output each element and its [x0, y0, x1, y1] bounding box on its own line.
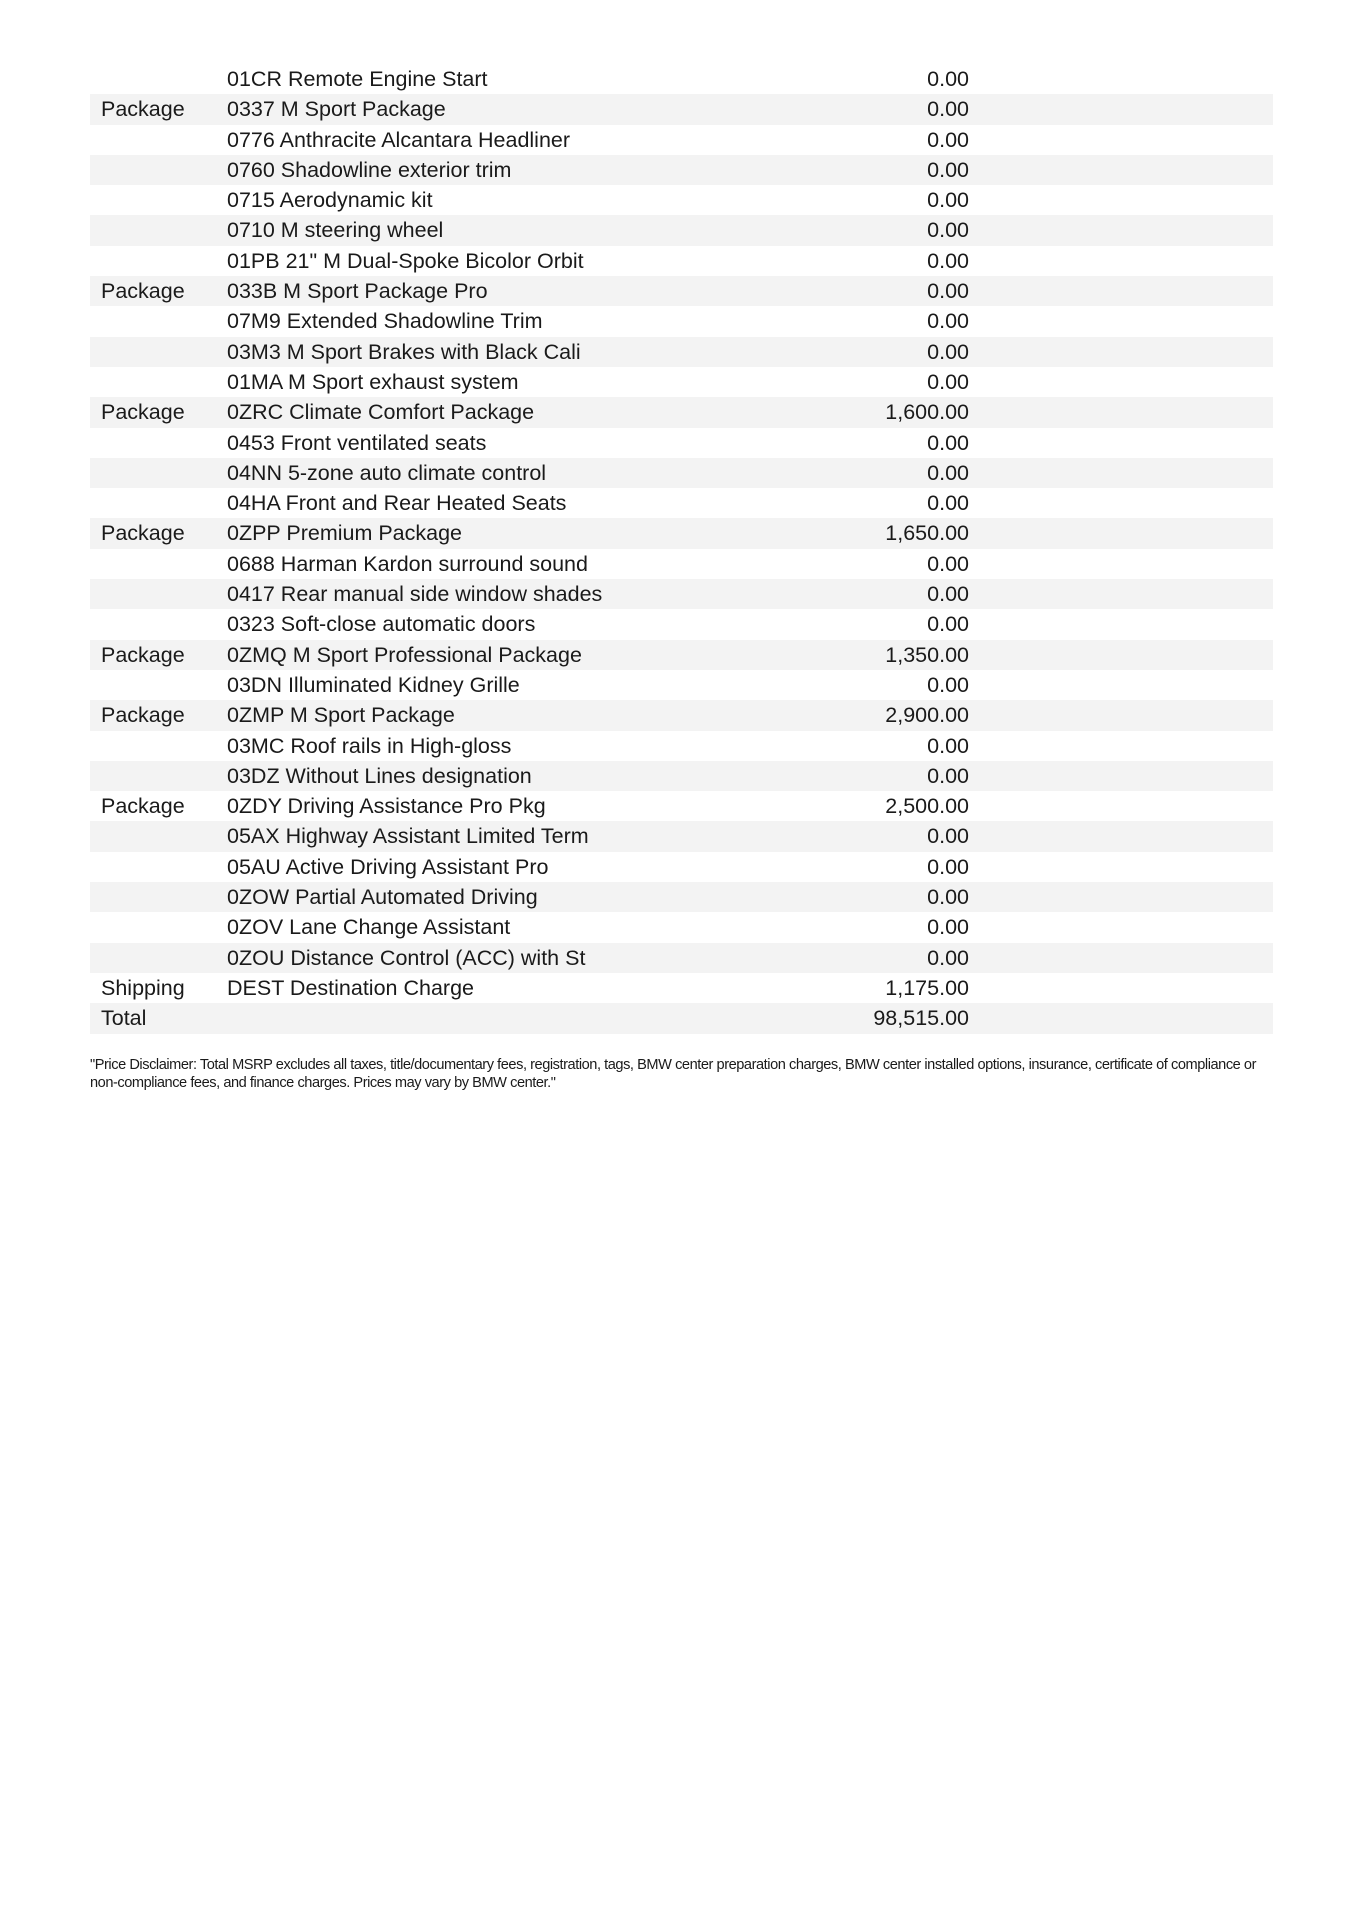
table-row: [90, 428, 1273, 458]
row-category: [90, 670, 227, 700]
row-spacer: [969, 943, 1273, 973]
row-spacer: [969, 337, 1273, 367]
row-spacer: [969, 731, 1273, 761]
row-category: Package: [90, 640, 227, 670]
row-category: Total: [90, 1003, 227, 1033]
table-row: [90, 94, 1273, 124]
row-description: 0ZMP M Sport Package: [227, 700, 867, 730]
row-description: 0760 Shadowline exterior trim: [227, 155, 867, 185]
row-category: [90, 125, 227, 155]
row-description: 0ZOU Distance Control (ACC) with St: [227, 943, 867, 973]
row-spacer: [969, 912, 1273, 942]
row-price: 0.00: [867, 579, 969, 609]
table-row: [90, 821, 1273, 851]
row-category: Package: [90, 94, 227, 124]
row-spacer: [969, 276, 1273, 306]
row-description: 0688 Harman Kardon surround sound: [227, 551, 588, 576]
table-row: [90, 731, 1273, 761]
row-price: 0.00: [867, 276, 969, 306]
row-description: 03DZ Without Lines designation: [227, 761, 867, 791]
row-price: 0.00: [927, 491, 969, 516]
row-price: 0.00: [867, 821, 969, 851]
row-description: 04HA Front and Rear Heated Seats: [227, 491, 567, 516]
row-category: [90, 246, 227, 276]
table-row: [90, 125, 1273, 155]
row-description: 0453 Front ventilated seats: [227, 430, 487, 455]
row-category: [90, 579, 227, 609]
row-category: [90, 761, 227, 791]
row-spacer: [969, 185, 1273, 215]
row-spacer: [969, 1003, 1273, 1033]
row-price: 0.00: [927, 672, 969, 697]
table-row: [90, 761, 1273, 791]
row-category: [90, 549, 227, 579]
table-row: [90, 882, 1273, 912]
row-price: 0.00: [927, 612, 969, 637]
table-row: [90, 943, 1273, 973]
table-row: [90, 185, 1273, 215]
row-description: 033B M Sport Package Pro: [227, 276, 867, 306]
row-price: 0.00: [927, 430, 969, 455]
table-row: [90, 458, 1273, 488]
row-spacer: [969, 246, 1273, 276]
row-price: 0.00: [927, 854, 969, 879]
row-spacer: [969, 94, 1273, 124]
table-row: [90, 973, 1273, 1003]
table-row: [90, 215, 1273, 245]
row-category: [90, 943, 227, 973]
row-category: [90, 337, 227, 367]
table-row: [90, 488, 1273, 518]
row-spacer: [969, 670, 1273, 700]
row-price: 2,500.00: [885, 794, 969, 819]
row-price: 2,900.00: [867, 700, 969, 730]
row-spacer: [969, 488, 1273, 518]
row-price: 0.00: [927, 309, 969, 334]
table-row: [90, 912, 1273, 942]
row-spacer: [969, 397, 1273, 427]
table-row: [90, 852, 1273, 882]
row-spacer: [969, 306, 1273, 336]
row-spacer: [969, 155, 1273, 185]
row-category: [90, 731, 227, 761]
row-spacer: [969, 125, 1273, 155]
table-row: [90, 246, 1273, 276]
row-category: Package: [90, 700, 227, 730]
table-row: [90, 670, 1273, 700]
row-description: 04NN 5-zone auto climate control: [227, 458, 867, 488]
row-description: 01MA M Sport exhaust system: [227, 369, 519, 394]
row-spacer: [969, 64, 1273, 94]
row-price: 0.00: [867, 215, 969, 245]
table-row: [90, 791, 1273, 821]
row-spacer: [969, 579, 1273, 609]
row-price: 0.00: [867, 155, 969, 185]
row-spacer: [969, 791, 1273, 821]
row-spacer: [969, 367, 1273, 397]
table-row: [90, 579, 1273, 609]
row-price: 0.00: [867, 761, 969, 791]
total-price: 98,515.00: [867, 1003, 969, 1033]
options-price-table: [90, 64, 1273, 1034]
row-spacer: [969, 609, 1273, 639]
row-price: 0.00: [867, 943, 969, 973]
price-sheet: [90, 64, 1273, 1092]
table-row: [90, 367, 1273, 397]
row-description: [227, 1003, 867, 1033]
row-spacer: [969, 821, 1273, 851]
total-row: [90, 1003, 1273, 1033]
row-category: Package: [101, 794, 185, 819]
row-price: 1,650.00: [867, 518, 969, 548]
row-spacer: [969, 852, 1273, 882]
row-category: [90, 215, 227, 245]
row-price: 0.00: [927, 127, 969, 152]
table-row: [90, 337, 1273, 367]
row-spacer: [969, 640, 1273, 670]
table-row: [90, 700, 1273, 730]
table-row: [90, 64, 1273, 94]
row-price: 0.00: [927, 369, 969, 394]
row-price: 0.00: [927, 915, 969, 940]
row-spacer: [969, 700, 1273, 730]
row-spacer: [969, 973, 1273, 1003]
row-category: [90, 912, 227, 942]
row-description: 0710 M steering wheel: [227, 215, 867, 245]
row-description: 07M9 Extended Shadowline Trim: [227, 309, 543, 334]
table-row: [90, 397, 1273, 427]
row-description: 0715 Aerodynamic kit: [227, 188, 433, 213]
row-spacer: [969, 458, 1273, 488]
row-description: 0323 Soft-close automatic doors: [227, 612, 536, 637]
row-description: DEST Destination Charge: [227, 975, 474, 1000]
row-description: 0ZDY Driving Assistance Pro Pkg: [227, 794, 546, 819]
row-spacer: [969, 215, 1273, 245]
table-row: [90, 155, 1273, 185]
table-row: [90, 276, 1273, 306]
row-description: 0ZMQ M Sport Professional Package: [227, 640, 867, 670]
row-category: [90, 882, 227, 912]
row-spacer: [969, 428, 1273, 458]
row-description: 03MC Roof rails in High-gloss: [227, 733, 512, 758]
row-category: Shipping: [101, 975, 185, 1000]
row-price: 0.00: [927, 551, 969, 576]
row-category: [90, 306, 227, 336]
options-table-body: [90, 64, 1273, 1034]
row-price: 0.00: [867, 337, 969, 367]
table-row: [90, 549, 1273, 579]
row-description: 01PB 21" M Dual-Spoke Bicolor Orbit: [227, 248, 584, 273]
table-row: [90, 609, 1273, 639]
row-price: 0.00: [867, 882, 969, 912]
row-price: 0.00: [927, 248, 969, 273]
row-price: 0.00: [927, 733, 969, 758]
row-description: 01CR Remote Engine Start: [227, 67, 488, 91]
row-category: [90, 428, 227, 458]
row-description: 0776 Anthracite Alcantara Headliner: [227, 127, 571, 152]
row-price: 0.00: [867, 94, 969, 124]
row-category: Package: [90, 397, 227, 427]
row-description: 0337 M Sport Package: [227, 94, 867, 124]
row-description: 05AX Highway Assistant Limited Term: [227, 821, 867, 851]
row-category: [90, 185, 227, 215]
table-row: [90, 306, 1273, 336]
table-row: [90, 518, 1273, 548]
row-category: [90, 488, 227, 518]
row-description: 0ZOW Partial Automated Driving: [227, 882, 867, 912]
row-spacer: [969, 549, 1273, 579]
row-category: [90, 821, 227, 851]
row-description: 0417 Rear manual side window shades: [227, 579, 867, 609]
row-description: 0ZPP Premium Package: [227, 518, 867, 548]
row-description: 0ZRC Climate Comfort Package: [227, 397, 867, 427]
row-category: [90, 64, 227, 94]
row-description: 03M3 M Sport Brakes with Black Cali: [227, 337, 867, 367]
row-category: Package: [90, 518, 227, 548]
row-category: [90, 852, 227, 882]
table-row: [90, 640, 1273, 670]
row-price: 0.00: [867, 458, 969, 488]
row-category: [90, 155, 227, 185]
row-price: 1,600.00: [867, 397, 969, 427]
row-spacer: [969, 518, 1273, 548]
row-price: 0.00: [927, 67, 969, 91]
row-description: 03DN Illuminated Kidney Grille: [227, 672, 520, 697]
price-disclaimer: "Price Disclaimer: Total MSRP excludes all taxes, title/documentary fees, registration, tags, BMW center preparation charges, BMW center installed options, insurance, certificate of compliance or non-compliance fees, and finance charges. Prices may vary by BMW center.": [90, 1056, 1257, 1091]
row-spacer: [969, 882, 1273, 912]
row-description: 05AU Active Driving Assistant Pro: [227, 854, 549, 879]
row-spacer: [969, 761, 1273, 791]
row-category: Package: [90, 276, 227, 306]
row-category: [90, 458, 227, 488]
row-description: 0ZOV Lane Change Assistant: [227, 915, 511, 940]
row-price: 1,350.00: [867, 640, 969, 670]
row-price: 1,175.00: [885, 975, 969, 1000]
row-category: [90, 609, 227, 639]
row-price: 0.00: [927, 188, 969, 213]
row-category: [90, 367, 227, 397]
